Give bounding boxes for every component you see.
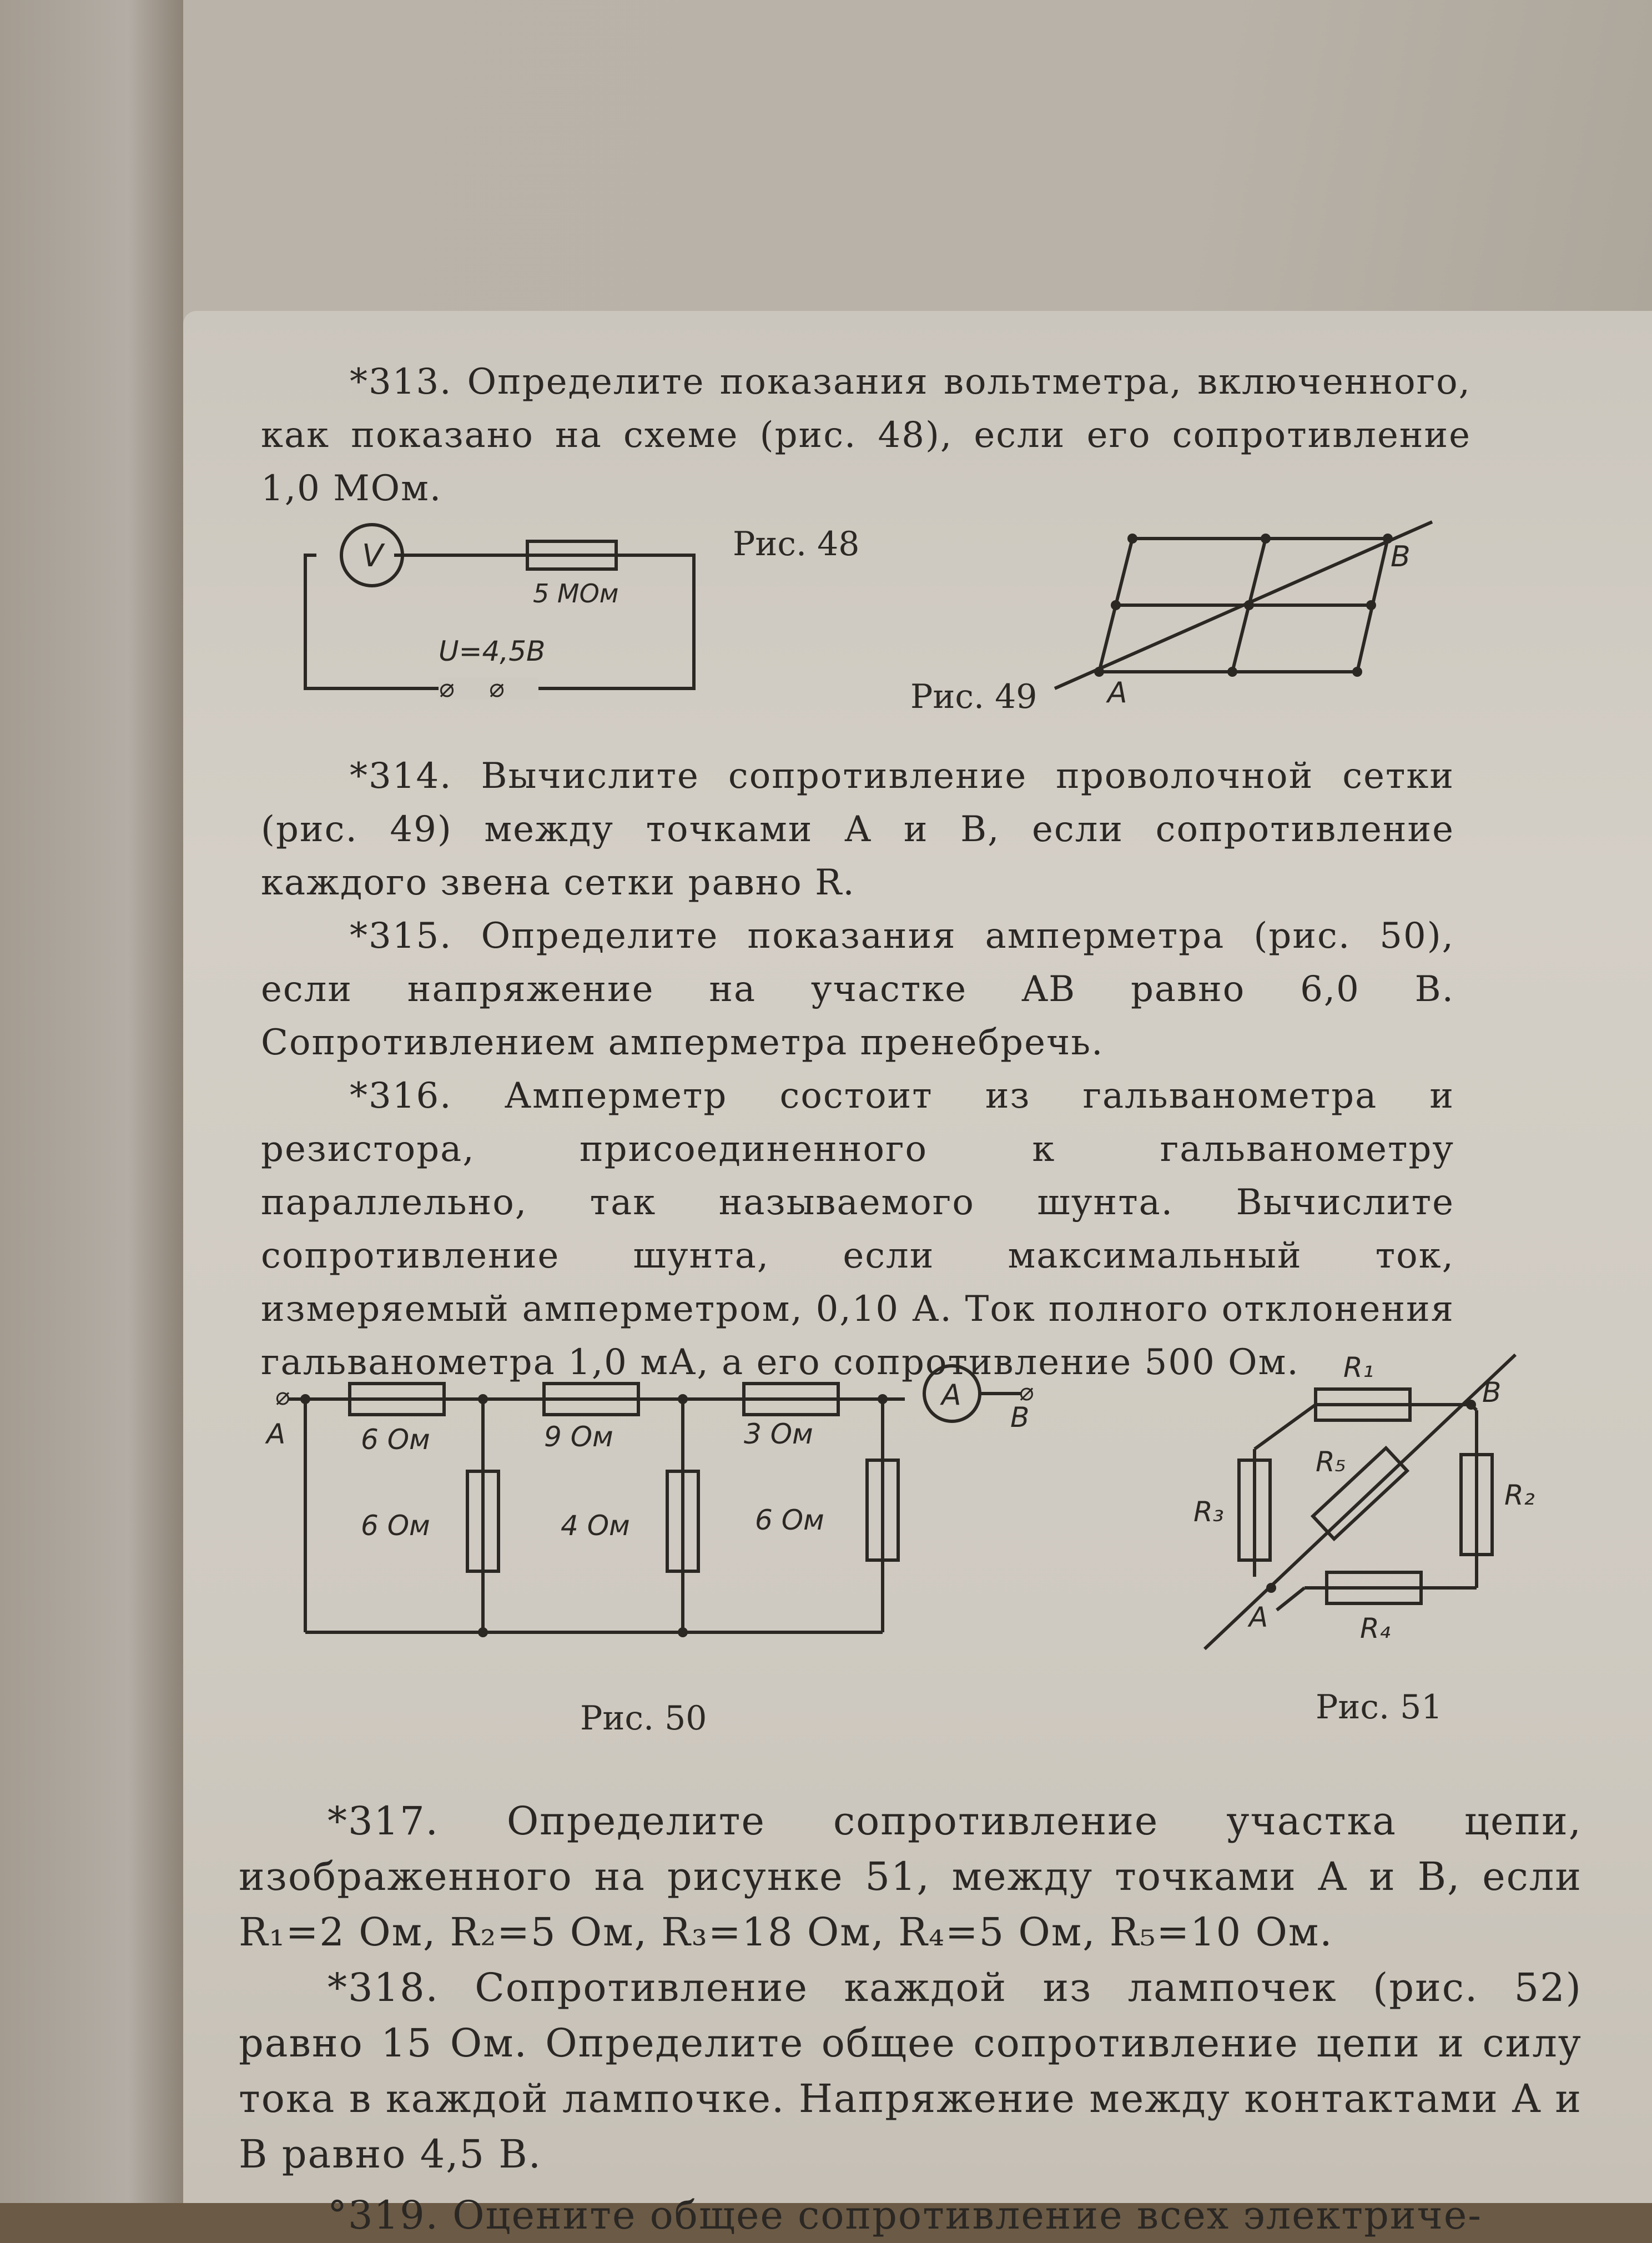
problem-313-block bbox=[261, 355, 1471, 515]
figure-49-grid bbox=[1055, 522, 1443, 711]
problem-313: *313. Определите показания вольтметра, включенного, как показано на схеме (рис. 48), если его сопротивление 1,0 МОм. bbox=[261, 361, 1471, 509]
fig49-point-a: A bbox=[1107, 676, 1127, 710]
problems-317-318-block bbox=[239, 1793, 1582, 2243]
fig50-r-v1-label: 6 Ом bbox=[361, 1510, 430, 1542]
fig48-resistor-label: 5 МОм bbox=[533, 579, 619, 608]
fig48-terminal-right: ⌀ bbox=[488, 673, 504, 703]
fig48-caption: Рис. 48 bbox=[733, 525, 860, 564]
fig50-ammeter-label: A bbox=[941, 1379, 961, 1412]
fig50-terminal-a-symbol: ⌀ bbox=[275, 1382, 290, 1411]
fig51-caption: Рис. 51 bbox=[1316, 1688, 1443, 1727]
voltmeter-label: V bbox=[362, 538, 384, 574]
problem-316: *316. Амперметр состоит из гальванометра и резистора, присоединенного к гальванометру параллельно, так называемого шунта. Вычислите сопротивление шунта, если максимальный ток, измеряемый амперметром, 0,10 А. Ток полного отклонения гальванометра 1,0 мА, а его сопротивление 500 Ом. bbox=[261, 1075, 1454, 1383]
fig51-r3-label: R₃ bbox=[1193, 1496, 1224, 1528]
fig48-terminal-left: ⌀ bbox=[439, 673, 454, 703]
fig51-r4-label: R₄ bbox=[1360, 1612, 1391, 1644]
fig51-point-a: A bbox=[1249, 1601, 1268, 1633]
problem-315: *315. Определите показания амперметра (рис. 50), если напряжение на участке AB равно 6,0 В. Сопротивлением амперметра пренебречь. bbox=[261, 916, 1454, 1063]
problem-314: *314. Вычислите сопротивление проволочной сетки (рис. 49) между точками A и B, если сопротивление каждого звена сетки равно R. bbox=[261, 756, 1454, 903]
fig50-r-v2-label: 4 Ом bbox=[561, 1510, 630, 1542]
fig51-r1-label: R₁ bbox=[1343, 1351, 1374, 1384]
fig50-r-v3-label: 6 Ом bbox=[755, 1504, 824, 1536]
fig51-point-b: B bbox=[1482, 1376, 1502, 1409]
figure-50-circuit bbox=[266, 1355, 1066, 1654]
fig48-outer-wire bbox=[305, 555, 694, 688]
fig50-caption: Рис. 50 bbox=[580, 1699, 707, 1738]
problem-318: *318. Сопротивление каждой из лампочек (рис. 52) равно 15 Ом. Определите общее сопротивление цепи и силу тока в каждой лампочке. Напряжение между контактами A и B равно 4,5 В. bbox=[239, 1965, 1582, 2177]
fig49-caption: Рис. 49 bbox=[910, 677, 1037, 716]
figure-48-circuit bbox=[300, 522, 711, 703]
fig50-point-b: B bbox=[1010, 1401, 1030, 1434]
fig49-point-b: B bbox=[1391, 540, 1411, 574]
problems-314-316-block bbox=[261, 750, 1454, 1389]
fig51-r5-label: R₅ bbox=[1316, 1446, 1346, 1478]
fig50-terminal-b-symbol: ⌀ bbox=[1019, 1378, 1034, 1406]
fig50-r-top2-label: 9 Ом bbox=[544, 1421, 613, 1453]
problem-319-partial: °319. Оцените общее сопротивление всех электриче- bbox=[328, 2192, 1482, 2238]
left-page bbox=[0, 0, 183, 2203]
problem-317: *317. Определите сопротивление участка цепи, изображенного на рисунке 51, между точками A и B, если R₁=2 Ом, R₂=5 Ом, R₃=18 Ом, R₄=5 Ом, R₅=10 Ом. bbox=[239, 1798, 1582, 1955]
fig50-r-top1-label: 6 Ом bbox=[361, 1424, 430, 1456]
fig48-source-label: U=4,5В bbox=[439, 635, 546, 667]
fig51-r2-label: R₂ bbox=[1504, 1479, 1535, 1511]
figure-51-circuit bbox=[1193, 1349, 1571, 1660]
fig50-point-a: A bbox=[266, 1418, 286, 1450]
fig50-r-top3-label: 3 Ом bbox=[744, 1418, 813, 1450]
